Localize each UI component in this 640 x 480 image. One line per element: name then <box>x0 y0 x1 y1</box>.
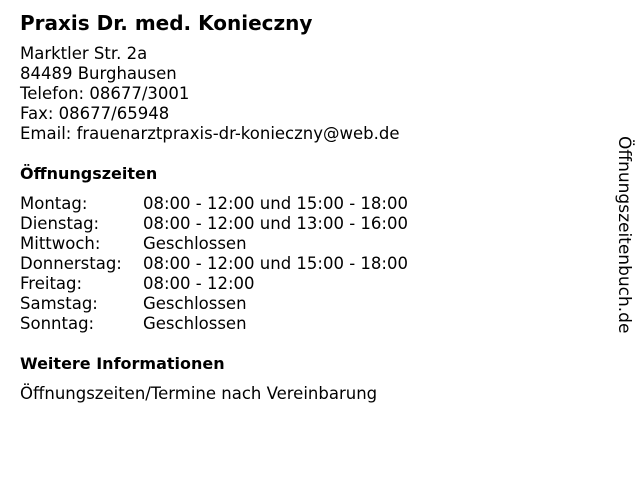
day-hours: 08:00 - 12:00 und 13:00 - 16:00 <box>143 214 408 233</box>
street-address: Marktler Str. 2a <box>20 44 148 63</box>
day-hours: 08:00 - 12:00 <box>143 274 255 293</box>
day-label: Sonntag: <box>20 314 95 333</box>
hours-row-tuesday <box>20 214 408 234</box>
fax-number: Fax: 08677/65948 <box>20 104 170 123</box>
day-hours: Geschlossen <box>143 294 247 313</box>
opening-hours-table <box>20 194 408 334</box>
day-label: Mittwoch: <box>20 234 101 253</box>
more-info-heading: Weitere Informationen <box>20 354 225 373</box>
day-hours: 08:00 - 12:00 und 15:00 - 18:00 <box>143 254 408 273</box>
more-info-text: Öffnungszeiten/Termine nach Vereinbarung <box>20 384 378 403</box>
day-label: Montag: <box>20 194 88 213</box>
day-hours: Geschlossen <box>143 234 247 253</box>
hours-row-friday <box>20 274 408 294</box>
day-label: Samstag: <box>20 294 98 313</box>
contact-block <box>20 44 400 144</box>
hours-row-wednesday <box>20 234 408 254</box>
phone-number: Telefon: 08677/3001 <box>20 84 190 103</box>
day-hours: 08:00 - 12:00 und 15:00 - 18:00 <box>143 194 408 213</box>
hours-row-thursday <box>20 254 408 274</box>
practice-name: Praxis Dr. med. Konieczny <box>20 11 313 35</box>
hours-row-sunday <box>20 314 408 334</box>
day-hours: Geschlossen <box>143 314 247 333</box>
hours-row-saturday <box>20 294 408 314</box>
day-label: Freitag: <box>20 274 83 293</box>
hours-row-monday <box>20 194 408 214</box>
email-address: Email: frauenarztpraxis-dr-konieczny@web.de <box>20 124 400 143</box>
day-label: Dienstag: <box>20 214 100 233</box>
opening-hours-heading: Öffnungszeiten <box>20 164 158 183</box>
site-watermark: Öffnungszeitenbuch.de <box>614 136 634 334</box>
day-label: Donnerstag: <box>20 254 122 273</box>
city-postal: 84489 Burghausen <box>20 64 177 83</box>
